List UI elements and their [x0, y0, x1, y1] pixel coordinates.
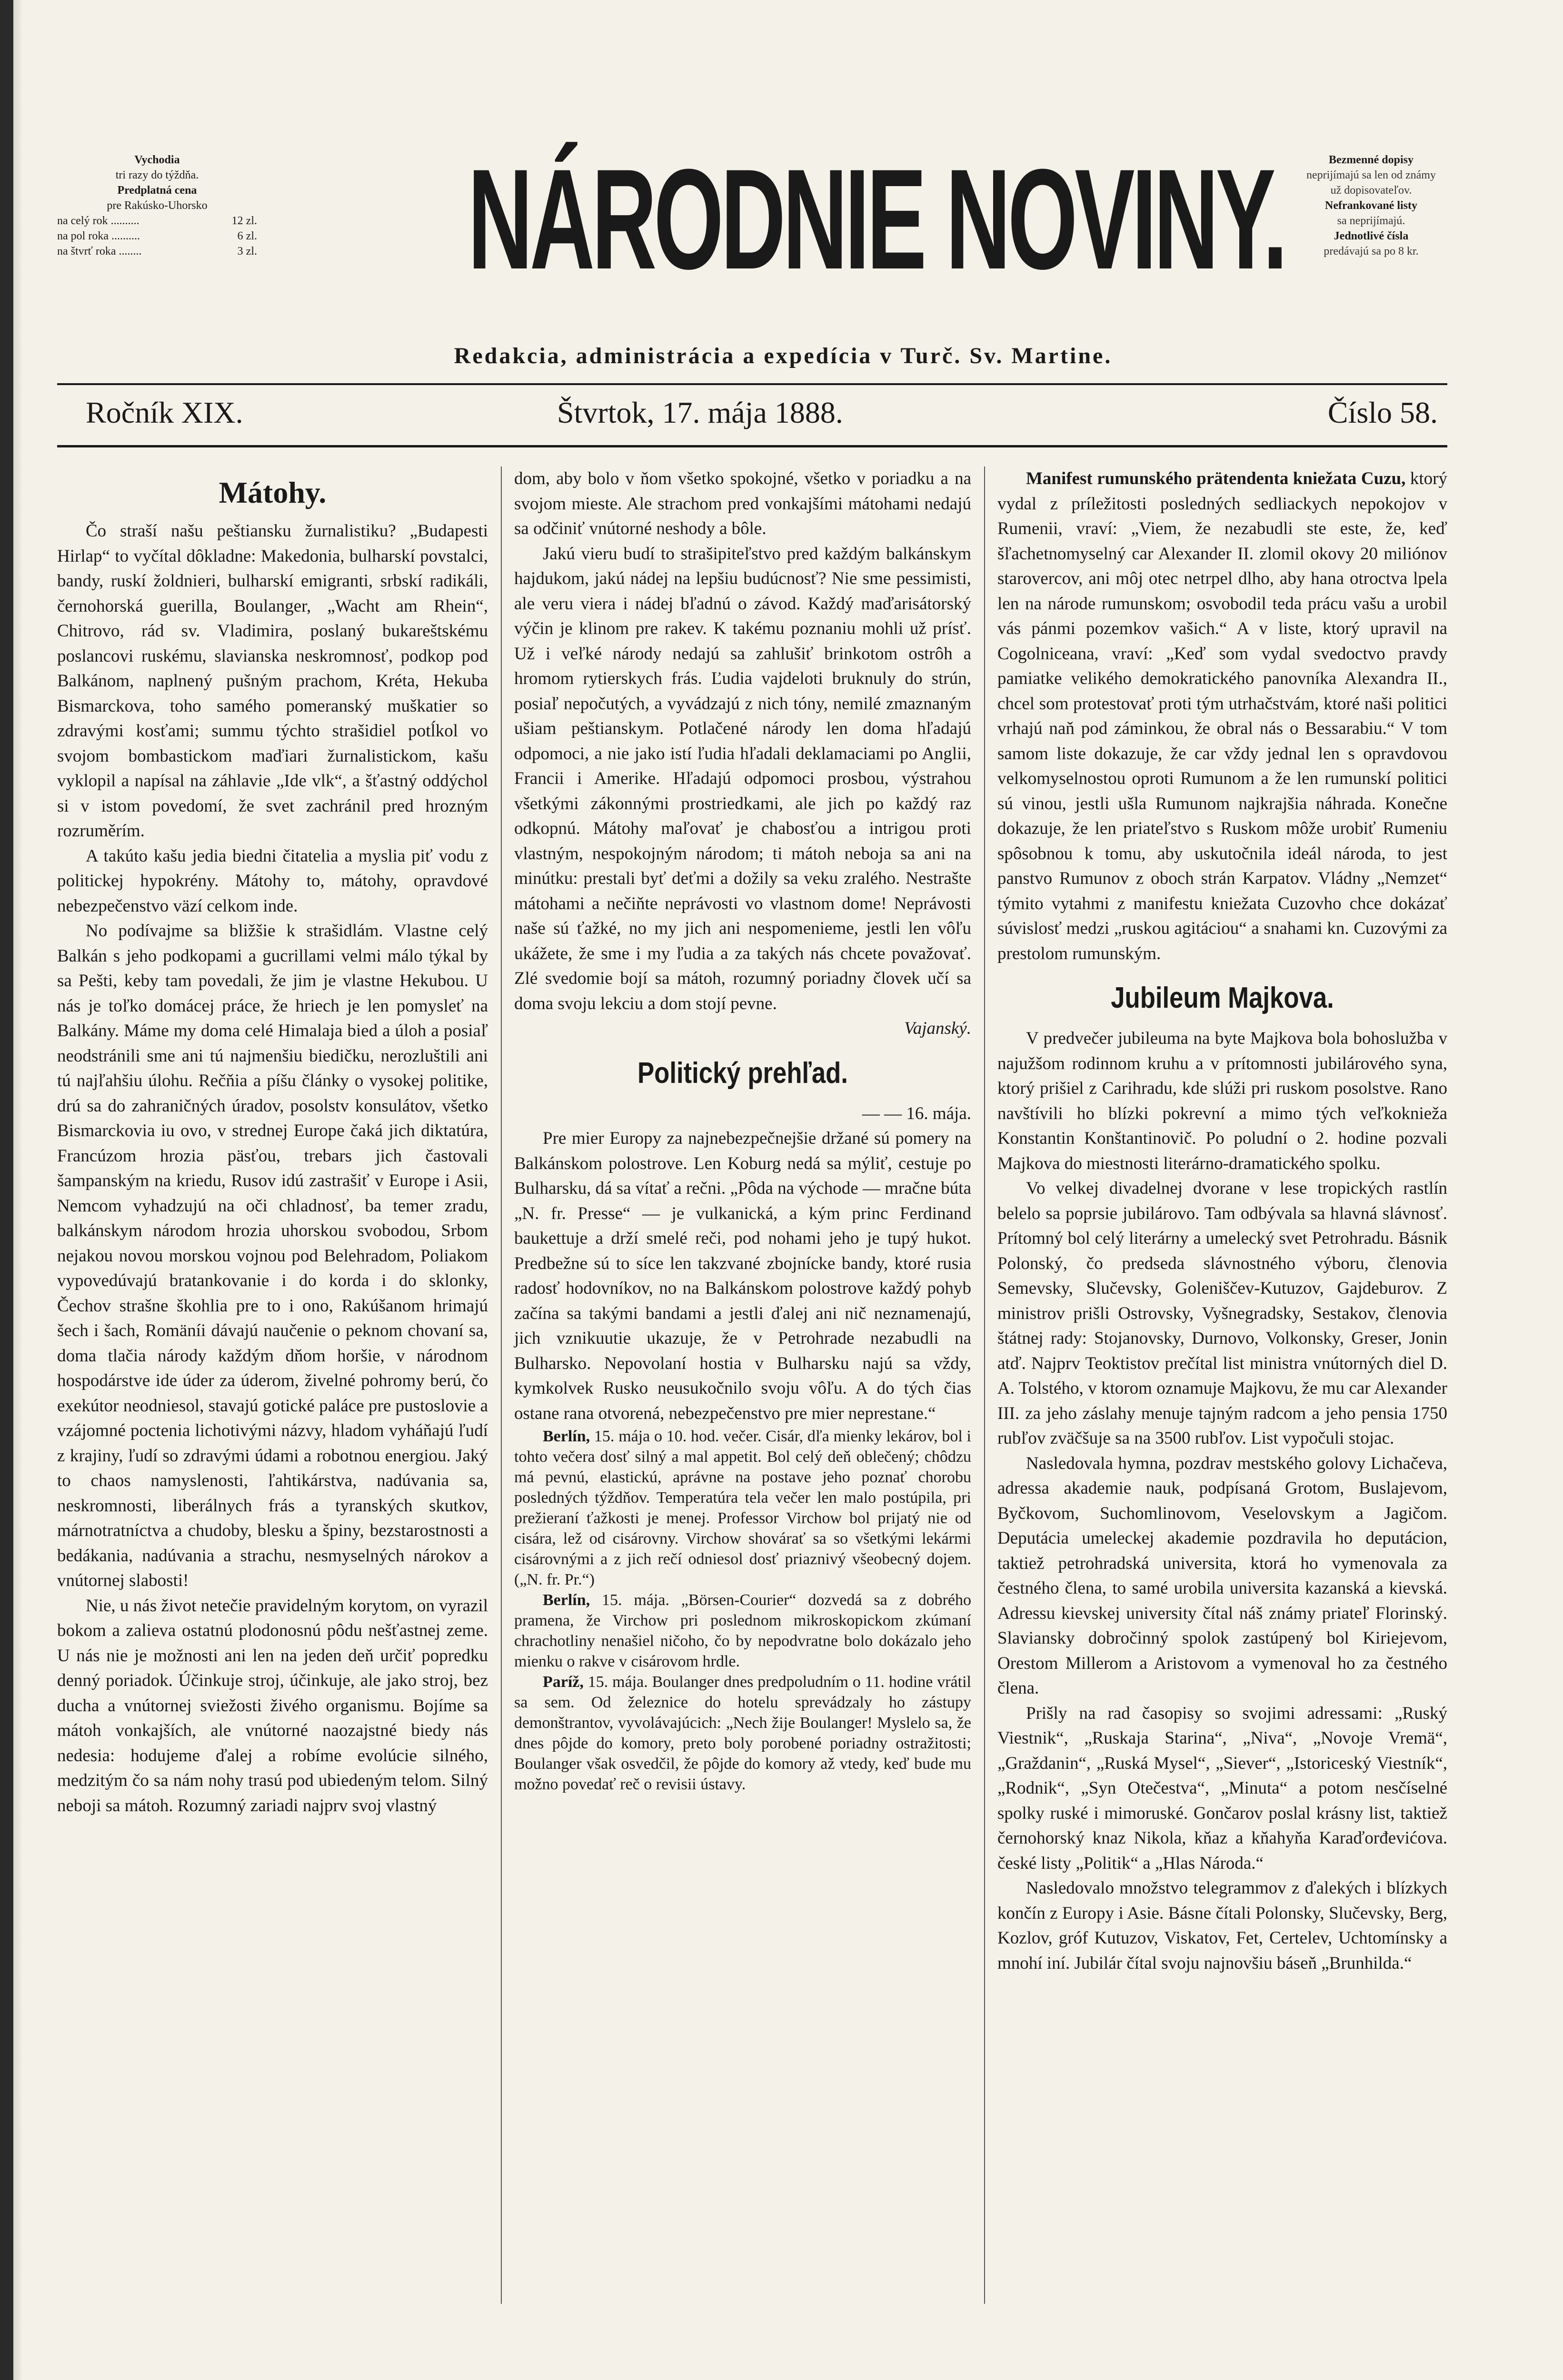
paragraph: Pre mier Europy za najnebezpečnejšie držané sú pomery na Balkánskom polostrove. Len Koburg nedá sa mýliť, cestuje po Bulharsku, dá sa vítať a rečni. „Pôda na východe — mračne búta „N. fr. Presse“ — je vulkanická, a kým princ Ferdinand baukettuje a drží smelé reči, pod nohami jeho je tupý hukot. Predbežne sú to síce len takzvané zbojnícke bandy, ktoré rusia radosť hodovníkov, no na Balkánskom polostrove každý pohyb začína sa takými bandami a jestli ďalej ani nič neznamenajú, jich vznikuutie ukazuje, že v Petrohrade nezabudli na Bulharsko. Nepovolaní hostia v Bulharsku najú sa vždy, kymkolvek Rusko neusukočnilo svoju vôľu. A do tých čias ostane rana otvorená, nebezpečenstvo pre mier neprestane.“	[514, 1129, 972, 1423]
section-date: — — 16. mája.	[862, 1103, 971, 1123]
issue-number: Číslo 58.	[1327, 396, 1438, 429]
paragraph: Prišly na rad časopisy so svojimi adressami: „Ruský Viestnik“, „Ruskaja Starina“, „Niva“, „Novoje Vremä“, „Graždanin“, „Ruská Mysel“, „Siever“, „Istoriceský Viestník“, „Rodnik“, „Syn Otečestva“, „Minuta“ a potom nesčíselné spolky ruské i mimoruské. Gončarov poslal krásny list, taktiež černohorský knaz Nikola, kňaz a kňahyňa Karaďorđevićova. české listy „Politik“ a „Hlas Národa.“	[997, 1703, 1447, 1873]
issue-date: Štvrtok, 17. mája 1888.	[557, 396, 843, 429]
paragraph: Nasledovalo množstvo telegrammov z ďalekých i blízkych končín z Europy i Asie. Básne čítali Polonsky, Slučevsky, Berg, Kozlov, gróf Kutuzov, Viskatov, Fet, Certelev, Uchtomínsky a mnohí iní. Jubilár čítal svoju najnovšiu báseň „Brunhilda.“	[997, 1878, 1447, 1973]
news-item: Berlín, 15. mája o 10. hod. večer. Cisár, dľa mienky lekárov, bol i tohto večera dosť silný a mal appetit. Bol celý deň oblečený; chôdzu má pevnú, elastickú, aprávne na postave jeho poznať chorobu posledných týždňov. Temperatúra tela večer len malo postúpila, pri prežieraní ťažkosti je menej. Professor Virchow bol prijatý nie od cisára, lež od cisárovny. Virchow shovárať sa so všetkými lekármi cisárovnými a z jich rečí odniesol dosť priaznivý všeobecný dojem. („N. fr. Pr.“)	[514, 1428, 971, 1588]
newspaper-title: NÁRODNIE NOVINY.	[468, 139, 1285, 299]
column-divider	[984, 466, 985, 2304]
paragraph: Nasledovala hymna, pozdrav mestského golovy Lichačeva, adressa akademie nauk, podpísaná Grotom, Buslajevom, Byčkovom, Suchomlinovom, Veselovskym a Jagičom. Deputácia umeleckej akademie pozdravila ho deputácion, taktiež petrohradská universita, ktorá ho vymenovala za čestného člena, to samé urobila universita kazanská a kievská. Adressu kievskej university čítal náš známy priateľ Florinský. Slaviansky dobročinný spolok zastúpený bol Kiriejevom, Orestom Millerom a Aristovom a vymenoval ho za čestného člena.	[997, 1453, 1447, 1698]
paragraph: Vo velkej divadelnej dvorane v lese tropických rastlín belelo sa poprsie jubilárovo. Tam odbývala sa hlavná slávnosť. Prítomný bol celý literárny a umelecký svet Petrohradu. Básnik Polonský, čo predseda slávnostného výboru, členovia Semevsky, Slučevsky, Goleniščev-Kutuzov, Gajdeburov. Z ministrov prišli Ostrovsky, Vyšnegradsky, Sestakov, členovia štátnej rady: Stojanovsky, Durnovo, Volkonsky, Greser, Jonin atď. Najprv Teoktistov prečítal list ministra vnútorných diel D. A. Tolstého, v ktorom oznamuje Majkovu, že mu car Alexander III. za jeho záslahy menuje tajným radcom a jeho pensia 1750 rubľov zväčšuje sa na 3500 rubľov. List vypočuli stojac.	[997, 1179, 1447, 1448]
paragraph: Čo straší našu peštiansku žurnalistiku? „Budapesti Hirlap“ to vyčítal dôkladne: Makedonia, bulharskí povstalci, bandy, ruskí žoldnieri, bulharskí emigranti, srbskí radikáli, černohorská guerilla, Boulanger, „Wacht am Rhein“, Chitrovo, rád sv. Vladimira, poslaný bukareštskému poslancovi ruskému, slavianska neskromnosť, podkop pod Balkánom, naplnený pušným prachom, Kréta, Hekuba Bismarckova, toho samého pomeranský muškatier so zdravými kosťami; summu týchto strašidiel potĺkol vo svojom bombastickom maďiari žurnalistickom, kašu vyklopil a napísal na záhlavie „Ide vlk“, a šťastný oddýchol si v istom povedomí, že svet zachránil pred hrozným rozruměrím.	[57, 521, 488, 841]
price-region: pre Rakúsko-Uhorsko	[107, 199, 208, 212]
page-edge-shadow	[0, 0, 23, 2380]
divider	[57, 383, 1447, 385]
article-title: Jubileum Majkova.	[1111, 982, 1334, 1014]
paragraph: Nie, u nás život netečie pravidelným korytom, on vyrazil bokom a zalieva ostatnú plodonosnú pôdu nešťastnej zeme. U nás nie je možnosti ani len na jeden deň určiť popredku denný poriadok. Účinkuje stroj, účinkuje, ale jako stroj, bez ducha a vnútornej sviežosti živého organismu. Bojíme sa mátoh vonkajších, ale vnútorné naozajstné biedy nás nedesia: hodujeme ďalej a robíme evolúcie silného, medzitým čo sa nám nohy trasú pod ubiedeným telom. Silný neboji sa mátoh. Rozumný zariadi najprv svoj vlastný	[57, 1596, 488, 1815]
price-heading: Predplatná cena	[117, 184, 197, 197]
author-signature: Vajanský.	[904, 1019, 971, 1038]
editorial-notice: Bezmenné dopisy neprijímajú sa len od známy už dopisovateľov. Nefrankované listy sa neprijímajú. Jednotlivé čísla predávajú sa po 8 kr.	[1306, 154, 1436, 258]
newspaper-page	[57, 119, 1509, 1973]
paragraph: No podívajme sa bližšie k strašidlám. Vlastne celý Balkán s jeho podkopami a gucrillami velmi málo týkal by sa Pešti, keby tam povedali, že jim je vlastne Hekubou. U nás je toľko domácej práce, že hriech je len pomysleť na Balkány. Máme my doma celé Himalaja bied a úloh a posiaľ neodstránili sme ani tú najmenšiu biedičku, nerozluštili ani tú najľahšiu úlohu. Rečňia a píšu články o vysokej politike, drú sa do zahraničných úradov, posolstv konsulátov, všetko Bismarckovia iu ovo, v strednej Europe čaká jich diktatúra, Francúzom hrozia päsťou, trebars jich častovali šampanským na kriedu, Rusov idú zastrašiť v Europe i Asii, Nemcom vyhadzujú na oči chladnosť, ba temer zradu, balkánskym národom hrozia uhorskou svobodou, Srbom nejakou novou morskou vojnou pod Belehradom, Poliakom vypovedúvajú bratankovanie i do korda i do sklonky, Čechov strašne škohlia pre to i ono, Rakúšanom hrimajú šech i šach, Romäníi dávajú naučenie o peknom chovaní sa, doma tlačia národy každým dňom horšie, v národnom hospodárstve ide úder za úderom, živelné pohromy berú, čo exekútor neodniesol, stavajú gotické paláce pre pustoslovie a vzájomné poctenia lichotivými názvy, hladom vyháňajú ľudí z krajiny, ľudí so zdravými údami a robotnou energiou. Jaký to chaos namyslenosti, ľahtikárstva, nadúvania sa, neskromnosti, liberálnych frás a tyranských skutkov, márnotratníctva a chudoby, blesku a špiny, bezstarostnosti a bedákania, nadúvania a strachu, nesmyselných nárokov a vnútornej slabosti!	[57, 921, 488, 1590]
paragraph: Jakú vieru budí to strašipiteľstvo pred každým balkánskym hajdukom, jakú nádej na lepšiu budúcnosť? Nie sme pessimisti, ale veru viera i nádej bľadnú o závod. Každý maďarisátorský výčin je klinom pre rakev. K takému poznaniu mohli už prísť. Už i veľké národy nedajú sa zahlušiť brinkotom ostrôh a hromom rytierskych frás. Ľudia vajdeloti bruknuly do strún, posiaľ nepočutých, a vyvádzajú z nich tóny, nemilé zmaznaným ušiam peštianskym. Potlačené národy len doma hľadajú odpomoci, a nie jako istí ľudia hľadali deklamaciami po Anglii, Francii i Amerike. Hľadajú odpomoci prosbou, výstrahou všetkými zákonnými prostriedkami, ale jich po každý raz odkopnú. Mátohy maľovať je chabosťou a intrigou proti vlastným, nespokojným národom; ti mátoh neboja sa ani na minútku: prestali byť deťmi a dožily sa veku zralého. Nestrašte mátohami a nečiňte neprávosti vo vlastnom dome! Neprávosti naše sú ťažké, no my jich ani nespomenieme, jestli len vôľu ukážete, že sme i my ľudia a za takých nás chcete považovať. Zlé svedomie bojí sa mátoh, rozumný poriadny človek učí sa doma svoju lekciu a dom stojí pevne.	[514, 544, 971, 1013]
column-3	[997, 466, 1447, 1976]
publication-frequency-heading: Vychodia	[134, 154, 180, 166]
paragraph: Manifest rumunského prätendenta kniežata Cuzu, ktorý vydal z príležitosti posledných sedliackych nepokojov v Rumenii, vraví: „Viem, že nezabudli ste este, že, keď šľachetnomyselný car Alexander II. zlomil okovy 20 miliónov starovercov, ani môj otec netrpel dlho, aby hana otroctva lpela len na národe rumunskom; osvobodil teda prácu vašu a urobil vás pánmi pozemkov vašich.“ A v liste, ktorý upravil na Cogolniceana, vraví: „Keď som vydal svedoctvo pravdy pamiatke velikého demokratického panovníka Alexandra II., chcel som protestovať proti tým utrhačstvám, ktoré naši politici vrhajú naň pod záminkou, že obral nás o Bessarabiu.“ V tom samom liste dokazuje, že car vždy jednal len s opravdovou velkomyselnostou oproti Rumunom a že len rumunskí politici sú vinou, jestli ušla Rumunom najkrajšia náhrada. Konečne dokazuje, že len priateľstvo s Ruskom môže urobiť Rumeniu spôsobnou k tomu, aby uskutočnila ideál národa, to jest panstvo Rumunov z oboch strán Karpatov. Vládny „Nemzet“ týmito vytahmi z manifestu kniežata Cuzovho chce dokázať súvislosť medzi „ruskou agitáciou“ a snahami kn. Cuzovými za prestolom rumunským.	[997, 469, 1447, 963]
news-item: Paríž, 15. mája. Boulanger dnes predpoludním o 11. hodine vrátil sa sem. Od železnice do hotelu sprevádzaly ho zástupy demonštrantov, vyvolávajúcich: „Nech žije Boulanger! Myslelo sa, že dnes pôjde do komory, preto boly porobené poriadny ostražitosti; Boulanger však osvedčil, že pôjde do komory až vtedy, keď bude mu možno povedať reč o revisii ústavy.	[514, 1673, 971, 1793]
subscription-info	[57, 152, 257, 259]
volume-number: Ročník XIX.	[86, 396, 243, 429]
paragraph: A takúto kašu jedia biedni čitatelia a myslia piť vodu z politickej hypokrény. Mátohy to, mátohy, opravdové nebezpečenstvo väzí celkom inde.	[57, 846, 488, 916]
dateline	[57, 395, 1447, 433]
publication-frequency: tri razy do týždňa.	[115, 169, 199, 181]
paragraph: V predvečer jubileuma na byte Majkova bola bohoslužba v najužšom rodinnom kruhu a v prítomnosti jubilárového syna, ktorý prišiel z Carihradu, kde slúži pri ruskom posolstve. Rano navštívili ho blízki pokrevní a mimo tých veľkoknieža Konstantin Konštantinovič. Po poludní o 2. hodine pozvali Majkova do miestnosti literárno-dramatického spolku.	[997, 1029, 1447, 1173]
price-row: na štvrť roka ........ 3 zl.	[57, 245, 257, 258]
editorial-address: Redakcia, administrácia a expedícia v Turč. Sv. Martine.	[454, 343, 1113, 368]
column-divider	[501, 466, 502, 2304]
masthead	[57, 119, 1509, 319]
price-row: na pol roka .......... 6 zl.	[57, 230, 257, 242]
section-title: Politický prehľad.	[637, 1056, 848, 1090]
news-items	[514, 1426, 971, 1795]
divider	[57, 445, 1447, 447]
column-1	[57, 466, 488, 1818]
article-lead-title: Manifest rumunského prätendenta kniežata Cuzu,	[1026, 469, 1406, 488]
news-item: Berlín, 15. mája. „Börsen-Courier“ dozvedá sa z dobrého pramena, že Virchow pri poslednom mikroskopickom zkúmaní chrachotliny nenašiel ničoho, čo by nepodvratne bolo dokázalo jeho mienku o rakve v cisárovom hrdle.	[514, 1591, 971, 1670]
paragraph: dom, aby bolo v ňom všetko spokojné, všetko v poriadku a na svojom mieste. Ale strachom pred vonkajšími mátohami nedajú sa odčiniť vnútorné neshody a bôle.	[514, 469, 971, 538]
price-row: na celý rok .......... 12 zl.	[57, 215, 257, 227]
article-title: Mátohy.	[219, 476, 327, 509]
column-2	[514, 466, 971, 1795]
